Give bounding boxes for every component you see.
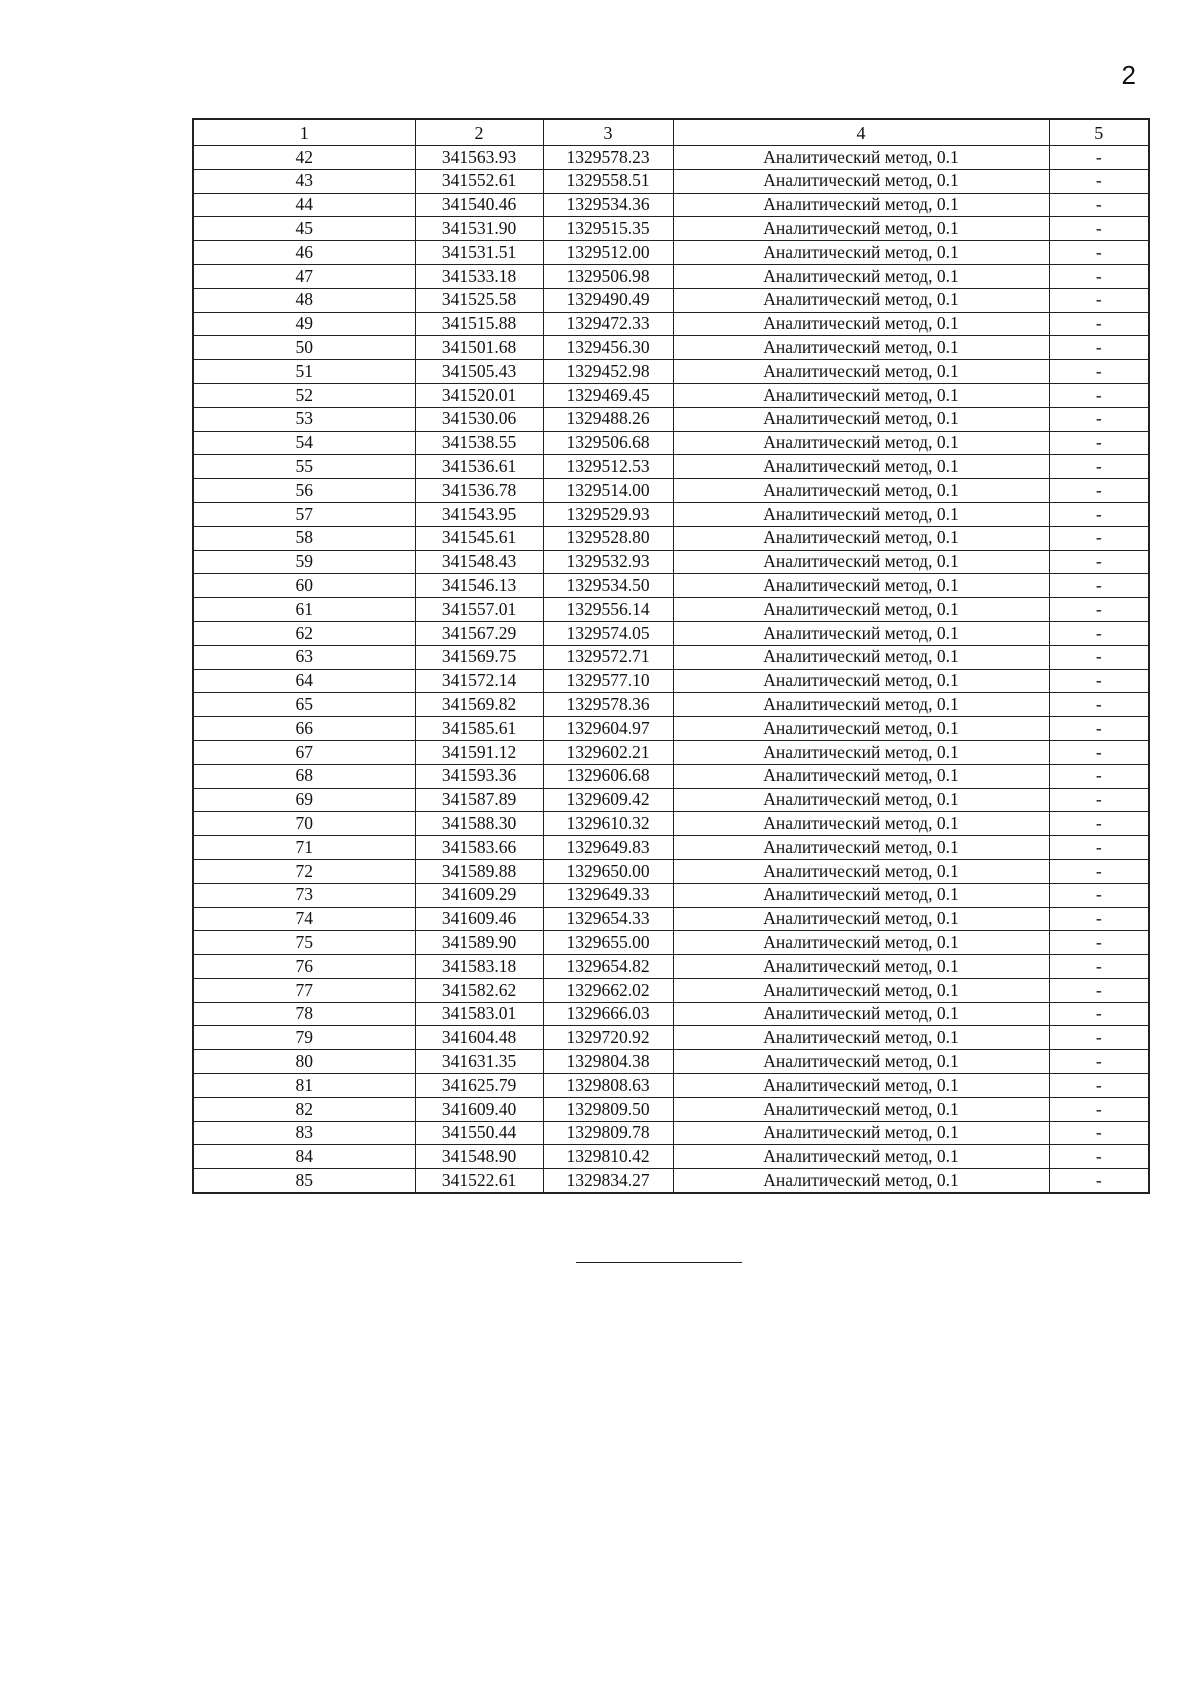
y-coordinate-cell: 1329572.71: [543, 645, 673, 669]
note-cell: -: [1049, 978, 1149, 1002]
method-cell: Аналитический метод, 0.1: [673, 788, 1049, 812]
note-cell: -: [1049, 645, 1149, 669]
note-cell: -: [1049, 1169, 1149, 1193]
note-cell: -: [1049, 502, 1149, 526]
table-row: [193, 264, 1149, 288]
table-row: [193, 1050, 1149, 1074]
method-cell: Аналитический метод, 0.1: [673, 907, 1049, 931]
y-coordinate-cell: 1329506.98: [543, 264, 673, 288]
note-cell: -: [1049, 931, 1149, 955]
x-coordinate-cell: 341589.88: [415, 859, 543, 883]
point-number-cell: 71: [193, 836, 415, 860]
note-cell: -: [1049, 764, 1149, 788]
y-coordinate-cell: 1329512.53: [543, 455, 673, 479]
x-coordinate-cell: 341531.51: [415, 241, 543, 265]
note-cell: -: [1049, 217, 1149, 241]
point-number-cell: 60: [193, 574, 415, 598]
table-body: [193, 146, 1149, 1194]
x-coordinate-cell: 341589.90: [415, 931, 543, 955]
x-coordinate-cell: 341550.44: [415, 1121, 543, 1145]
note-cell: -: [1049, 479, 1149, 503]
x-coordinate-cell: 341569.82: [415, 693, 543, 717]
note-cell: -: [1049, 574, 1149, 598]
y-coordinate-cell: 1329810.42: [543, 1145, 673, 1169]
method-cell: Аналитический метод, 0.1: [673, 312, 1049, 336]
y-coordinate-cell: 1329532.93: [543, 550, 673, 574]
note-cell: -: [1049, 1145, 1149, 1169]
y-coordinate-cell: 1329529.93: [543, 502, 673, 526]
method-cell: Аналитический метод, 0.1: [673, 360, 1049, 384]
note-cell: -: [1049, 550, 1149, 574]
method-cell: Аналитический метод, 0.1: [673, 812, 1049, 836]
y-coordinate-cell: 1329514.00: [543, 479, 673, 503]
table-row: [193, 931, 1149, 955]
y-coordinate-cell: 1329809.78: [543, 1121, 673, 1145]
point-number-cell: 44: [193, 193, 415, 217]
table-row: [193, 645, 1149, 669]
note-cell: -: [1049, 598, 1149, 622]
point-number-cell: 66: [193, 717, 415, 741]
point-number-cell: 56: [193, 479, 415, 503]
table-row: [193, 383, 1149, 407]
y-coordinate-cell: 1329515.35: [543, 217, 673, 241]
y-coordinate-cell: 1329490.49: [543, 288, 673, 312]
table-row: [193, 502, 1149, 526]
x-coordinate-cell: 341536.61: [415, 455, 543, 479]
note-cell: -: [1049, 336, 1149, 360]
method-cell: Аналитический метод, 0.1: [673, 598, 1049, 622]
point-number-cell: 74: [193, 907, 415, 931]
x-coordinate-cell: 341609.46: [415, 907, 543, 931]
y-coordinate-cell: 1329456.30: [543, 336, 673, 360]
y-coordinate-cell: 1329720.92: [543, 1026, 673, 1050]
y-coordinate-cell: 1329808.63: [543, 1074, 673, 1098]
point-number-cell: 84: [193, 1145, 415, 1169]
x-coordinate-cell: 341540.46: [415, 193, 543, 217]
point-number-cell: 55: [193, 455, 415, 479]
x-coordinate-cell: 341505.43: [415, 360, 543, 384]
point-number-cell: 63: [193, 645, 415, 669]
table-row: [193, 360, 1149, 384]
point-number-cell: 53: [193, 407, 415, 431]
point-number-cell: 67: [193, 740, 415, 764]
method-cell: Аналитический метод, 0.1: [673, 836, 1049, 860]
y-coordinate-cell: 1329649.33: [543, 883, 673, 907]
method-cell: Аналитический метод, 0.1: [673, 502, 1049, 526]
note-cell: -: [1049, 1074, 1149, 1098]
point-number-cell: 59: [193, 550, 415, 574]
table-row: [193, 693, 1149, 717]
method-cell: Аналитический метод, 0.1: [673, 407, 1049, 431]
method-cell: Аналитический метод, 0.1: [673, 1097, 1049, 1121]
column-header: 3: [543, 119, 673, 146]
y-coordinate-cell: 1329654.82: [543, 955, 673, 979]
method-cell: Аналитический метод, 0.1: [673, 455, 1049, 479]
table-row: [193, 312, 1149, 336]
method-cell: Аналитический метод, 0.1: [673, 978, 1049, 1002]
point-number-cell: 43: [193, 169, 415, 193]
x-coordinate-cell: 341588.30: [415, 812, 543, 836]
x-coordinate-cell: 341515.88: [415, 312, 543, 336]
note-cell: -: [1049, 907, 1149, 931]
point-number-cell: 65: [193, 693, 415, 717]
page-number: 2: [1121, 60, 1136, 90]
note-cell: -: [1049, 312, 1149, 336]
x-coordinate-cell: 341538.55: [415, 431, 543, 455]
column-header: 5: [1049, 119, 1149, 146]
y-coordinate-cell: 1329654.33: [543, 907, 673, 931]
x-coordinate-cell: 341548.90: [415, 1145, 543, 1169]
method-cell: Аналитический метод, 0.1: [673, 740, 1049, 764]
table-row: [193, 978, 1149, 1002]
method-cell: Аналитический метод, 0.1: [673, 693, 1049, 717]
note-cell: -: [1049, 1121, 1149, 1145]
table-row: [193, 717, 1149, 741]
table-row: [193, 740, 1149, 764]
table-row: [193, 526, 1149, 550]
x-coordinate-cell: 341591.12: [415, 740, 543, 764]
note-cell: -: [1049, 146, 1149, 170]
point-number-cell: 51: [193, 360, 415, 384]
coordinates-table: [192, 118, 1150, 1194]
note-cell: -: [1049, 169, 1149, 193]
note-cell: -: [1049, 859, 1149, 883]
end-divider-line: [576, 1262, 742, 1263]
table-row: [193, 479, 1149, 503]
y-coordinate-cell: 1329609.42: [543, 788, 673, 812]
table-row: [193, 146, 1149, 170]
x-coordinate-cell: 341631.35: [415, 1050, 543, 1074]
y-coordinate-cell: 1329512.00: [543, 241, 673, 265]
method-cell: Аналитический метод, 0.1: [673, 764, 1049, 788]
table-header: [193, 119, 1149, 146]
x-coordinate-cell: 341531.90: [415, 217, 543, 241]
note-cell: -: [1049, 621, 1149, 645]
table-row: [193, 598, 1149, 622]
x-coordinate-cell: 341609.40: [415, 1097, 543, 1121]
note-cell: -: [1049, 836, 1149, 860]
x-coordinate-cell: 341545.61: [415, 526, 543, 550]
table-row: [193, 1026, 1149, 1050]
point-number-cell: 70: [193, 812, 415, 836]
y-coordinate-cell: 1329534.50: [543, 574, 673, 598]
y-coordinate-cell: 1329649.83: [543, 836, 673, 860]
method-cell: Аналитический метод, 0.1: [673, 193, 1049, 217]
table-row: [193, 169, 1149, 193]
x-coordinate-cell: 341552.61: [415, 169, 543, 193]
y-coordinate-cell: 1329578.36: [543, 693, 673, 717]
note-cell: -: [1049, 407, 1149, 431]
x-coordinate-cell: 341563.93: [415, 146, 543, 170]
point-number-cell: 77: [193, 978, 415, 1002]
y-coordinate-cell: 1329534.36: [543, 193, 673, 217]
y-coordinate-cell: 1329469.45: [543, 383, 673, 407]
note-cell: -: [1049, 693, 1149, 717]
note-cell: -: [1049, 1002, 1149, 1026]
method-cell: Аналитический метод, 0.1: [673, 288, 1049, 312]
note-cell: -: [1049, 431, 1149, 455]
note-cell: -: [1049, 1097, 1149, 1121]
note-cell: -: [1049, 264, 1149, 288]
table-row: [193, 217, 1149, 241]
y-coordinate-cell: 1329809.50: [543, 1097, 673, 1121]
point-number-cell: 45: [193, 217, 415, 241]
note-cell: -: [1049, 241, 1149, 265]
point-number-cell: 62: [193, 621, 415, 645]
table-row: [193, 1121, 1149, 1145]
x-coordinate-cell: 341567.29: [415, 621, 543, 645]
point-number-cell: 69: [193, 788, 415, 812]
x-coordinate-cell: 341572.14: [415, 669, 543, 693]
x-coordinate-cell: 341557.01: [415, 598, 543, 622]
x-coordinate-cell: 341593.36: [415, 764, 543, 788]
point-number-cell: 68: [193, 764, 415, 788]
column-header: 1: [193, 119, 415, 146]
table-row: [193, 859, 1149, 883]
table-row: [193, 431, 1149, 455]
table-row: [193, 764, 1149, 788]
table-row: [193, 812, 1149, 836]
y-coordinate-cell: 1329804.38: [543, 1050, 673, 1074]
y-coordinate-cell: 1329574.05: [543, 621, 673, 645]
table-row: [193, 193, 1149, 217]
table-row: [193, 455, 1149, 479]
point-number-cell: 48: [193, 288, 415, 312]
table-row: [193, 550, 1149, 574]
x-coordinate-cell: 341569.75: [415, 645, 543, 669]
y-coordinate-cell: 1329602.21: [543, 740, 673, 764]
point-number-cell: 64: [193, 669, 415, 693]
note-cell: -: [1049, 1026, 1149, 1050]
method-cell: Аналитический метод, 0.1: [673, 1026, 1049, 1050]
note-cell: -: [1049, 740, 1149, 764]
y-coordinate-cell: 1329834.27: [543, 1169, 673, 1193]
method-cell: Аналитический метод, 0.1: [673, 955, 1049, 979]
y-coordinate-cell: 1329604.97: [543, 717, 673, 741]
table-row: [193, 836, 1149, 860]
method-cell: Аналитический метод, 0.1: [673, 574, 1049, 598]
y-coordinate-cell: 1329666.03: [543, 1002, 673, 1026]
method-cell: Аналитический метод, 0.1: [673, 431, 1049, 455]
note-cell: -: [1049, 812, 1149, 836]
point-number-cell: 46: [193, 241, 415, 265]
table-row: [193, 1169, 1149, 1193]
note-cell: -: [1049, 383, 1149, 407]
table-row: [193, 621, 1149, 645]
x-coordinate-cell: 341533.18: [415, 264, 543, 288]
table-row: [193, 1145, 1149, 1169]
point-number-cell: 83: [193, 1121, 415, 1145]
table-row: [193, 669, 1149, 693]
x-coordinate-cell: 341501.68: [415, 336, 543, 360]
point-number-cell: 47: [193, 264, 415, 288]
note-cell: -: [1049, 669, 1149, 693]
y-coordinate-cell: 1329556.14: [543, 598, 673, 622]
table-row: [193, 907, 1149, 931]
y-coordinate-cell: 1329528.80: [543, 526, 673, 550]
table-row: [193, 1097, 1149, 1121]
x-coordinate-cell: 341543.95: [415, 502, 543, 526]
method-cell: Аналитический метод, 0.1: [673, 621, 1049, 645]
method-cell: Аналитический метод, 0.1: [673, 217, 1049, 241]
x-coordinate-cell: 341585.61: [415, 717, 543, 741]
point-number-cell: 52: [193, 383, 415, 407]
table-row: [193, 1002, 1149, 1026]
point-number-cell: 58: [193, 526, 415, 550]
x-coordinate-cell: 341530.06: [415, 407, 543, 431]
x-coordinate-cell: 341625.79: [415, 1074, 543, 1098]
note-cell: -: [1049, 717, 1149, 741]
method-cell: Аналитический метод, 0.1: [673, 1169, 1049, 1193]
note-cell: -: [1049, 788, 1149, 812]
method-cell: Аналитический метод, 0.1: [673, 169, 1049, 193]
y-coordinate-cell: 1329558.51: [543, 169, 673, 193]
note-cell: -: [1049, 883, 1149, 907]
method-cell: Аналитический метод, 0.1: [673, 859, 1049, 883]
y-coordinate-cell: 1329472.33: [543, 312, 673, 336]
point-number-cell: 76: [193, 955, 415, 979]
note-cell: -: [1049, 955, 1149, 979]
x-coordinate-cell: 341520.01: [415, 383, 543, 407]
y-coordinate-cell: 1329488.26: [543, 407, 673, 431]
x-coordinate-cell: 341583.01: [415, 1002, 543, 1026]
point-number-cell: 61: [193, 598, 415, 622]
method-cell: Аналитический метод, 0.1: [673, 1050, 1049, 1074]
point-number-cell: 79: [193, 1026, 415, 1050]
x-coordinate-cell: 341583.18: [415, 955, 543, 979]
x-coordinate-cell: 341587.89: [415, 788, 543, 812]
x-coordinate-cell: 341604.48: [415, 1026, 543, 1050]
method-cell: Аналитический метод, 0.1: [673, 645, 1049, 669]
method-cell: Аналитический метод, 0.1: [673, 931, 1049, 955]
method-cell: Аналитический метод, 0.1: [673, 241, 1049, 265]
table-row: [193, 955, 1149, 979]
note-cell: -: [1049, 360, 1149, 384]
y-coordinate-cell: 1329577.10: [543, 669, 673, 693]
table-row: [193, 336, 1149, 360]
method-cell: Аналитический метод, 0.1: [673, 383, 1049, 407]
x-coordinate-cell: 341525.58: [415, 288, 543, 312]
x-coordinate-cell: 341583.66: [415, 836, 543, 860]
method-cell: Аналитический метод, 0.1: [673, 717, 1049, 741]
table-row: [193, 883, 1149, 907]
method-cell: Аналитический метод, 0.1: [673, 336, 1049, 360]
x-coordinate-cell: 341546.13: [415, 574, 543, 598]
method-cell: Аналитический метод, 0.1: [673, 479, 1049, 503]
column-header: 2: [415, 119, 543, 146]
note-cell: -: [1049, 526, 1149, 550]
x-coordinate-cell: 341522.61: [415, 1169, 543, 1193]
method-cell: Аналитический метод, 0.1: [673, 669, 1049, 693]
note-cell: -: [1049, 455, 1149, 479]
method-cell: Аналитический метод, 0.1: [673, 264, 1049, 288]
note-cell: -: [1049, 288, 1149, 312]
table-row: [193, 407, 1149, 431]
x-coordinate-cell: 341548.43: [415, 550, 543, 574]
table-row: [193, 288, 1149, 312]
method-cell: Аналитический метод, 0.1: [673, 1002, 1049, 1026]
y-coordinate-cell: 1329606.68: [543, 764, 673, 788]
point-number-cell: 72: [193, 859, 415, 883]
x-coordinate-cell: 341609.29: [415, 883, 543, 907]
point-number-cell: 78: [193, 1002, 415, 1026]
y-coordinate-cell: 1329655.00: [543, 931, 673, 955]
y-coordinate-cell: 1329610.32: [543, 812, 673, 836]
table-row: [193, 1074, 1149, 1098]
point-number-cell: 57: [193, 502, 415, 526]
method-cell: Аналитический метод, 0.1: [673, 1121, 1049, 1145]
note-cell: -: [1049, 1050, 1149, 1074]
y-coordinate-cell: 1329452.98: [543, 360, 673, 384]
method-cell: Аналитический метод, 0.1: [673, 526, 1049, 550]
y-coordinate-cell: 1329578.23: [543, 146, 673, 170]
method-cell: Аналитический метод, 0.1: [673, 1074, 1049, 1098]
point-number-cell: 80: [193, 1050, 415, 1074]
y-coordinate-cell: 1329506.68: [543, 431, 673, 455]
point-number-cell: 42: [193, 146, 415, 170]
point-number-cell: 75: [193, 931, 415, 955]
method-cell: Аналитический метод, 0.1: [673, 146, 1049, 170]
method-cell: Аналитический метод, 0.1: [673, 1145, 1049, 1169]
x-coordinate-cell: 341582.62: [415, 978, 543, 1002]
y-coordinate-cell: 1329650.00: [543, 859, 673, 883]
point-number-cell: 50: [193, 336, 415, 360]
point-number-cell: 49: [193, 312, 415, 336]
x-coordinate-cell: 341536.78: [415, 479, 543, 503]
note-cell: -: [1049, 193, 1149, 217]
table-header-row: [193, 119, 1149, 146]
method-cell: Аналитический метод, 0.1: [673, 550, 1049, 574]
method-cell: Аналитический метод, 0.1: [673, 883, 1049, 907]
point-number-cell: 54: [193, 431, 415, 455]
table-row: [193, 788, 1149, 812]
table-row: [193, 574, 1149, 598]
table-row: [193, 241, 1149, 265]
y-coordinate-cell: 1329662.02: [543, 978, 673, 1002]
point-number-cell: 82: [193, 1097, 415, 1121]
column-header: 4: [673, 119, 1049, 146]
point-number-cell: 85: [193, 1169, 415, 1193]
point-number-cell: 73: [193, 883, 415, 907]
point-number-cell: 81: [193, 1074, 415, 1098]
